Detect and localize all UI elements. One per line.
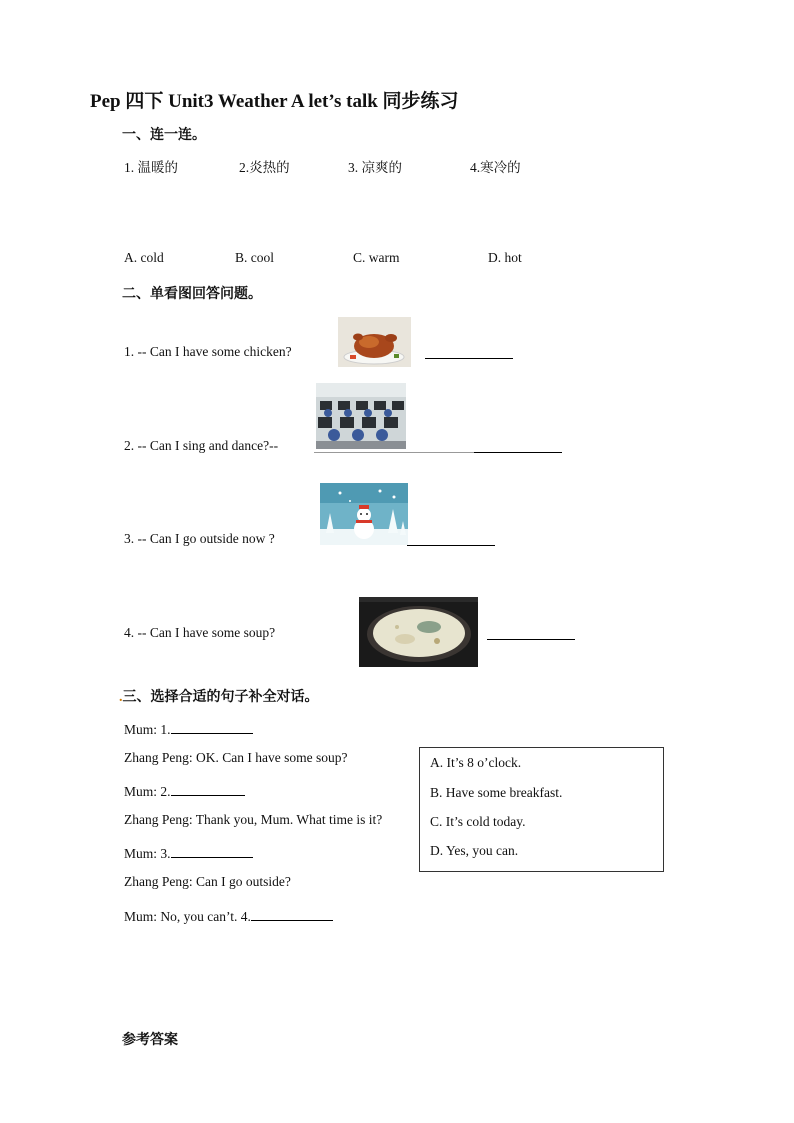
dialogue-blank-1[interactable] bbox=[171, 719, 253, 734]
section3-prefix: . bbox=[119, 690, 123, 705]
answer-blank-4[interactable] bbox=[487, 625, 575, 644]
dialogue-line-6: Zhang Peng: Can I go outside? bbox=[124, 874, 291, 889]
choices-box bbox=[419, 747, 664, 872]
choice-d: D. Yes, you can. bbox=[430, 843, 519, 858]
page-title: Pep 四下 Unit3 Weather A let’s talk 同步练习 bbox=[90, 91, 459, 112]
dialogue-line-2: Zhang Peng: OK. Can I have some soup? bbox=[124, 750, 348, 765]
question-2: 2. -- Can I sing and dance?-- bbox=[124, 438, 279, 453]
dialogue-blank-2[interactable] bbox=[171, 781, 245, 796]
dialogue-line-5: Mum: 3. bbox=[124, 843, 253, 862]
section3-heading-text: 三、选择合适的句子补全对话。 bbox=[122, 690, 319, 705]
answer-blank-3[interactable] bbox=[407, 531, 495, 550]
section3-heading bbox=[119, 686, 319, 706]
dialogue-line-3: Mum: 2. bbox=[124, 781, 245, 800]
choice-a: A. It’s 8 o’clock. bbox=[430, 755, 522, 770]
dialogue-blank-3[interactable] bbox=[171, 843, 253, 858]
question-1: 1. -- Can I have some chicken? bbox=[124, 344, 292, 359]
section2-heading: 二、单看图回答问题。 bbox=[122, 287, 262, 302]
answers-heading: 参考答案 bbox=[122, 1033, 178, 1048]
match-item-1: 1. 温暖的 bbox=[124, 160, 178, 175]
match-item-3: 3. 凉爽的 bbox=[348, 160, 402, 175]
section1-heading: 一、连一连。 bbox=[122, 128, 206, 143]
dialogue-blank-4[interactable] bbox=[251, 906, 333, 921]
choice-c: C. It’s cold today. bbox=[430, 814, 526, 829]
soup-pot-image bbox=[359, 597, 478, 667]
match-option-a: A. cold bbox=[124, 250, 164, 265]
dialogue-line-4: Zhang Peng: Thank you, Mum. What time is it? bbox=[124, 812, 383, 827]
roast-chicken-image bbox=[338, 317, 411, 367]
match-item-4: 4.寒冷的 bbox=[470, 160, 521, 175]
choice-b: B. Have some breakfast. bbox=[430, 785, 563, 800]
question-3: 3. -- Can I go outside now ? bbox=[124, 531, 275, 546]
match-option-d: D. hot bbox=[488, 250, 522, 265]
snowman-winter-image bbox=[320, 483, 408, 545]
match-option-b: B. cool bbox=[235, 250, 274, 265]
dialogue-line-1: Mum: 1. bbox=[124, 719, 253, 738]
answer-blank-2[interactable] bbox=[314, 438, 562, 457]
question-4: 4. -- Can I have some soup? bbox=[124, 625, 276, 640]
match-option-c: C. warm bbox=[353, 250, 400, 265]
match-item-2: 2.炎热的 bbox=[239, 160, 290, 175]
dialogue-line-7: Mum: No, you can’t. 4. bbox=[124, 906, 333, 925]
answer-blank-1[interactable] bbox=[425, 344, 513, 363]
